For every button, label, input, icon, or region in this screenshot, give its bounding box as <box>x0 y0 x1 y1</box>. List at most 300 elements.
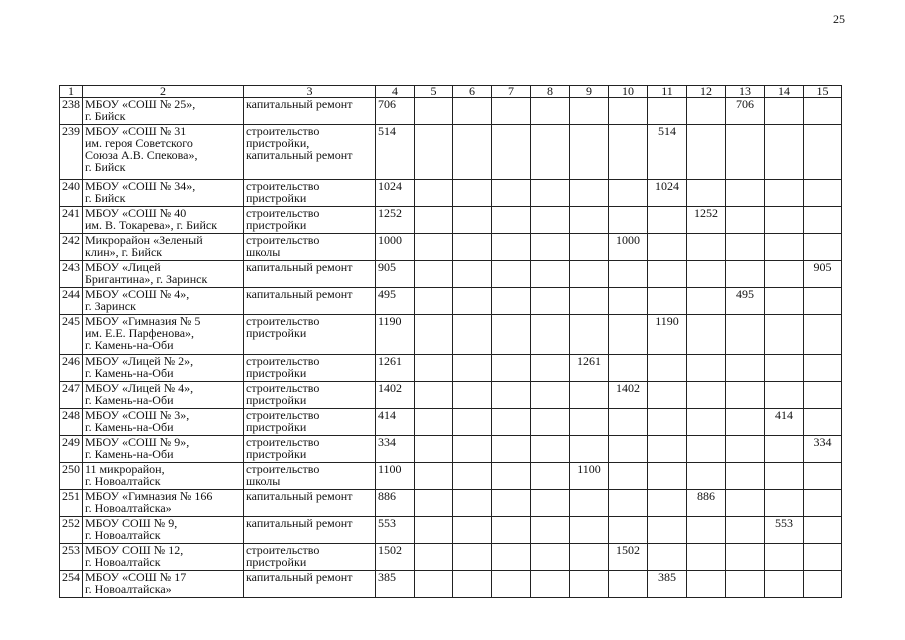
year-value-cell: 1261 <box>570 355 609 382</box>
total-cell: 1261 <box>376 355 415 382</box>
row-number-cell: 252 <box>60 517 83 544</box>
year-cell <box>765 315 804 355</box>
year-value-cell: 414 <box>765 409 804 436</box>
table-row <box>60 436 842 463</box>
row-number-cell: 240 <box>60 180 83 207</box>
row-number-cell: 251 <box>60 490 83 517</box>
year-cell <box>765 207 804 234</box>
work-type-cell <box>244 355 376 382</box>
work-type-cell <box>244 463 376 490</box>
table-row <box>60 315 842 355</box>
year-cell <box>648 409 687 436</box>
year-cell <box>570 180 609 207</box>
work-type-cell <box>244 436 376 463</box>
year-cell <box>492 261 531 288</box>
year-cell <box>648 436 687 463</box>
year-cell <box>415 436 453 463</box>
year-cell <box>648 517 687 544</box>
year-cell <box>531 544 570 571</box>
year-cell <box>415 382 453 409</box>
school-name-line: МБОУ «СОШ № 17 <box>85 570 187 584</box>
row-number-cell: 246 <box>60 355 83 382</box>
year-cell <box>415 571 453 598</box>
year-cell <box>648 207 687 234</box>
school-name-line: 11 микрорайон, <box>85 462 165 476</box>
year-cell <box>453 517 492 544</box>
table-row <box>60 571 842 598</box>
total-cell: 495 <box>376 288 415 315</box>
row-number-cell: 244 <box>60 288 83 315</box>
year-cell <box>648 288 687 315</box>
year-cell <box>453 382 492 409</box>
year-cell <box>609 409 648 436</box>
year-cell <box>531 315 570 355</box>
column-number: 8 <box>531 86 570 98</box>
work-type-line: капитальный ремонт <box>246 287 353 301</box>
table-row <box>60 261 842 288</box>
total-cell: 1190 <box>376 315 415 355</box>
year-cell <box>609 315 648 355</box>
year-cell <box>609 517 648 544</box>
year-cell <box>687 288 726 315</box>
row-number-cell: 247 <box>60 382 83 409</box>
work-type-line: пристройки <box>246 420 307 434</box>
school-name-line: МБОУ «СОШ № 31 <box>85 124 187 138</box>
school-name-cell <box>83 490 244 517</box>
year-cell <box>609 125 648 180</box>
total-cell: 553 <box>376 517 415 544</box>
school-name-line: Бригантина», г. Заринск <box>85 272 208 286</box>
year-value-cell: 1000 <box>609 234 648 261</box>
year-cell <box>492 288 531 315</box>
year-cell <box>726 517 765 544</box>
column-number: 12 <box>687 86 726 98</box>
year-cell <box>804 544 842 571</box>
school-name-cell <box>83 288 244 315</box>
work-type-cell <box>244 517 376 544</box>
year-cell <box>492 315 531 355</box>
year-cell <box>492 180 531 207</box>
year-cell <box>765 288 804 315</box>
school-name-cell <box>83 571 244 598</box>
table-row <box>60 288 842 315</box>
year-cell <box>687 315 726 355</box>
work-type-cell <box>244 180 376 207</box>
year-cell <box>453 288 492 315</box>
row-number-cell: 248 <box>60 409 83 436</box>
year-cell <box>570 207 609 234</box>
year-cell <box>726 490 765 517</box>
column-number: 14 <box>765 86 804 98</box>
work-type-line: пристройки <box>246 218 307 232</box>
year-cell <box>765 382 804 409</box>
school-name-line: МБОУ «СОШ № 9», <box>85 435 190 449</box>
column-number: 4 <box>376 86 415 98</box>
work-type-line: строительство <box>246 408 320 422</box>
column-number: 9 <box>570 86 609 98</box>
year-cell <box>726 234 765 261</box>
year-cell <box>765 490 804 517</box>
table-row <box>60 382 842 409</box>
year-cell <box>648 382 687 409</box>
year-cell <box>453 315 492 355</box>
work-type-line: пристройки <box>246 366 307 380</box>
school-name-line: г. Бийск <box>85 109 126 123</box>
school-name-cell <box>83 261 244 288</box>
work-type-cell <box>244 207 376 234</box>
year-cell <box>765 355 804 382</box>
year-cell <box>415 544 453 571</box>
school-name-line: МБОУ «Лицей № 4», <box>85 381 194 395</box>
year-value-cell: 1190 <box>648 315 687 355</box>
school-name-line: МБОУ «СОШ № 3», <box>85 408 190 422</box>
year-cell <box>531 409 570 436</box>
year-cell <box>804 98 842 125</box>
work-type-line: строительство <box>246 381 320 395</box>
work-type-line: строительство <box>246 435 320 449</box>
year-cell <box>531 234 570 261</box>
year-cell <box>570 571 609 598</box>
year-cell <box>804 463 842 490</box>
school-name-cell <box>83 234 244 261</box>
school-name-line: МБОУ «Гимназия № 166 <box>85 489 213 503</box>
year-cell <box>765 436 804 463</box>
year-cell <box>726 544 765 571</box>
school-name-line: г. Камень-на-Оби <box>85 366 174 380</box>
year-cell <box>492 463 531 490</box>
year-cell <box>687 261 726 288</box>
year-cell <box>804 382 842 409</box>
column-number: 11 <box>648 86 687 98</box>
year-cell <box>492 517 531 544</box>
work-type-line: строительство <box>246 206 320 220</box>
total-cell: 886 <box>376 490 415 517</box>
work-type-cell <box>244 544 376 571</box>
year-cell <box>531 261 570 288</box>
year-cell <box>531 180 570 207</box>
year-cell <box>492 207 531 234</box>
school-name-line: г. Заринск <box>85 299 136 313</box>
total-cell: 385 <box>376 571 415 598</box>
school-name-line: МБОУ СОШ № 9, <box>85 516 178 530</box>
year-cell <box>531 463 570 490</box>
work-type-cell <box>244 261 376 288</box>
year-cell <box>804 355 842 382</box>
work-type-cell <box>244 288 376 315</box>
column-number-header <box>60 86 842 98</box>
year-cell <box>726 261 765 288</box>
work-type-cell <box>244 571 376 598</box>
year-cell <box>609 98 648 125</box>
year-cell <box>453 98 492 125</box>
year-cell <box>492 98 531 125</box>
year-cell <box>648 544 687 571</box>
year-cell <box>415 288 453 315</box>
year-cell <box>453 234 492 261</box>
school-name-line: г. Новоалтайска» <box>85 501 172 515</box>
year-cell <box>531 490 570 517</box>
column-number: 1 <box>60 86 83 98</box>
table-row <box>60 463 842 490</box>
year-cell <box>570 315 609 355</box>
year-cell <box>648 98 687 125</box>
year-cell <box>415 355 453 382</box>
work-type-line: школы <box>246 245 281 259</box>
year-cell <box>570 288 609 315</box>
school-name-cell <box>83 180 244 207</box>
year-cell <box>453 436 492 463</box>
column-number: 15 <box>804 86 842 98</box>
school-name-line: г. Камень-на-Оби <box>85 338 174 352</box>
school-name-line: МБОУ «СОШ № 40 <box>85 206 187 220</box>
work-type-line: строительство <box>246 124 320 138</box>
year-cell <box>687 382 726 409</box>
total-cell: 1024 <box>376 180 415 207</box>
year-cell <box>453 180 492 207</box>
year-cell <box>570 234 609 261</box>
year-cell <box>687 436 726 463</box>
work-type-line: капитальный ремонт <box>246 148 353 162</box>
year-cell <box>726 409 765 436</box>
school-name-line: Союза А.В. Спекова», <box>85 148 198 162</box>
year-cell <box>687 409 726 436</box>
year-value-cell: 1100 <box>570 463 609 490</box>
work-type-cell <box>244 98 376 125</box>
year-cell <box>765 234 804 261</box>
row-number-cell: 254 <box>60 571 83 598</box>
year-cell <box>492 409 531 436</box>
year-cell <box>648 261 687 288</box>
work-type-line: капитальный ремонт <box>246 260 353 274</box>
total-cell: 1000 <box>376 234 415 261</box>
year-cell <box>531 382 570 409</box>
year-cell <box>609 436 648 463</box>
work-type-cell <box>244 234 376 261</box>
row-number-cell: 249 <box>60 436 83 463</box>
page-number: 25 <box>833 12 845 26</box>
year-value-cell: 514 <box>648 125 687 180</box>
row-number-cell: 238 <box>60 98 83 125</box>
year-cell <box>804 315 842 355</box>
year-cell <box>531 207 570 234</box>
work-type-line: капитальный ремонт <box>246 570 353 584</box>
year-cell <box>765 261 804 288</box>
year-cell <box>570 125 609 180</box>
school-name-line: МБОУ «СОШ № 34», <box>85 179 196 193</box>
row-number-cell: 239 <box>60 125 83 180</box>
year-cell <box>687 571 726 598</box>
year-cell <box>765 463 804 490</box>
year-cell <box>648 234 687 261</box>
year-cell <box>765 544 804 571</box>
year-cell <box>415 315 453 355</box>
school-name-cell <box>83 544 244 571</box>
column-number: 3 <box>244 86 376 98</box>
table-body <box>60 98 842 598</box>
year-cell <box>453 355 492 382</box>
total-cell: 905 <box>376 261 415 288</box>
year-value-cell: 495 <box>726 288 765 315</box>
year-cell <box>453 261 492 288</box>
year-cell <box>415 463 453 490</box>
year-cell <box>492 544 531 571</box>
year-cell <box>687 463 726 490</box>
year-cell <box>804 571 842 598</box>
school-name-cell <box>83 382 244 409</box>
year-cell <box>570 382 609 409</box>
school-name-line: Микрорайон «Зеленый <box>85 233 203 247</box>
year-cell <box>804 207 842 234</box>
work-type-cell <box>244 490 376 517</box>
year-value-cell: 1024 <box>648 180 687 207</box>
column-number: 2 <box>83 86 244 98</box>
year-cell <box>687 180 726 207</box>
work-type-line: капитальный ремонт <box>246 516 353 530</box>
work-type-line: строительство <box>246 462 320 476</box>
work-type-line: капитальный ремонт <box>246 489 353 503</box>
year-cell <box>804 288 842 315</box>
year-cell <box>804 125 842 180</box>
year-cell <box>415 180 453 207</box>
school-name-line: г. Новоалтайск <box>85 555 161 569</box>
school-name-cell <box>83 125 244 180</box>
year-cell <box>570 261 609 288</box>
school-name-line: г. Камень-на-Оби <box>85 447 174 461</box>
school-name-line: МБОУ «Гимназия № 5 <box>85 314 201 328</box>
work-type-cell <box>244 315 376 355</box>
year-cell <box>648 490 687 517</box>
year-cell <box>453 125 492 180</box>
work-type-cell <box>244 125 376 180</box>
year-cell <box>726 315 765 355</box>
school-name-line: МБОУ «СОШ № 4», <box>85 287 190 301</box>
school-name-line: МБОУ «Лицей <box>85 260 161 274</box>
work-type-line: строительство <box>246 354 320 368</box>
year-cell <box>453 207 492 234</box>
row-number-cell: 242 <box>60 234 83 261</box>
work-type-line: пристройки <box>246 555 307 569</box>
year-cell <box>609 463 648 490</box>
year-cell <box>531 125 570 180</box>
year-cell <box>765 98 804 125</box>
year-cell <box>726 436 765 463</box>
year-cell <box>726 180 765 207</box>
school-name-line: МБОУ «Лицей № 2», <box>85 354 194 368</box>
year-cell <box>726 382 765 409</box>
school-name-cell <box>83 315 244 355</box>
year-cell <box>492 571 531 598</box>
year-cell <box>415 490 453 517</box>
year-cell <box>415 207 453 234</box>
school-name-line: клин», г. Бийск <box>85 245 163 259</box>
work-type-line: пристройки <box>246 326 307 340</box>
total-cell: 414 <box>376 409 415 436</box>
year-cell <box>570 98 609 125</box>
table-row <box>60 234 842 261</box>
year-cell <box>415 261 453 288</box>
school-name-line: г. Новоалтайск <box>85 528 161 542</box>
table-row <box>60 98 842 125</box>
school-name-line: г. Новоалтайска» <box>85 582 172 596</box>
year-cell <box>765 125 804 180</box>
year-cell <box>492 436 531 463</box>
year-cell <box>570 490 609 517</box>
school-name-line: МБОУ СОШ № 12, <box>85 543 184 557</box>
year-cell <box>648 463 687 490</box>
row-number-cell: 245 <box>60 315 83 355</box>
year-value-cell: 905 <box>804 261 842 288</box>
year-cell <box>492 382 531 409</box>
work-type-line: строительство <box>246 179 320 193</box>
year-cell <box>570 517 609 544</box>
row-number-cell: 243 <box>60 261 83 288</box>
year-value-cell: 886 <box>687 490 726 517</box>
table-row <box>60 409 842 436</box>
school-name-cell <box>83 355 244 382</box>
year-cell <box>531 288 570 315</box>
work-type-line: строительство <box>246 543 320 557</box>
year-cell <box>492 125 531 180</box>
school-name-line: им. героя Советского <box>85 136 193 150</box>
work-type-line: строительство <box>246 233 320 247</box>
work-type-line: пристройки <box>246 393 307 407</box>
year-cell <box>453 409 492 436</box>
year-cell <box>492 355 531 382</box>
year-cell <box>804 180 842 207</box>
table-row <box>60 490 842 517</box>
year-cell <box>415 234 453 261</box>
year-cell <box>804 490 842 517</box>
work-type-line: строительство <box>246 314 320 328</box>
year-cell <box>531 355 570 382</box>
year-cell <box>687 125 726 180</box>
year-value-cell: 1402 <box>609 382 648 409</box>
year-cell <box>570 544 609 571</box>
year-cell <box>453 490 492 517</box>
table-row <box>60 125 842 180</box>
school-name-cell <box>83 436 244 463</box>
year-cell <box>765 571 804 598</box>
work-type-cell <box>244 409 376 436</box>
year-cell <box>726 125 765 180</box>
table-row <box>60 544 842 571</box>
year-value-cell: 334 <box>804 436 842 463</box>
year-value-cell: 706 <box>726 98 765 125</box>
work-type-line: школы <box>246 474 281 488</box>
year-cell <box>570 409 609 436</box>
year-cell <box>765 180 804 207</box>
year-cell <box>804 409 842 436</box>
school-name-line: г. Новоалтайск <box>85 474 161 488</box>
year-cell <box>415 98 453 125</box>
year-cell <box>531 436 570 463</box>
year-value-cell: 553 <box>765 517 804 544</box>
work-type-cell <box>244 382 376 409</box>
school-name-line: г. Бийск <box>85 160 126 174</box>
year-cell <box>726 207 765 234</box>
work-type-line: пристройки <box>246 191 307 205</box>
year-cell <box>609 207 648 234</box>
year-cell <box>609 490 648 517</box>
year-cell <box>415 517 453 544</box>
year-cell <box>804 234 842 261</box>
column-number: 7 <box>492 86 531 98</box>
school-name-cell <box>83 207 244 234</box>
school-name-line: им. В. Токарева», г. Бийск <box>85 218 218 232</box>
year-cell <box>726 355 765 382</box>
year-cell <box>453 544 492 571</box>
investment-table <box>59 85 842 598</box>
